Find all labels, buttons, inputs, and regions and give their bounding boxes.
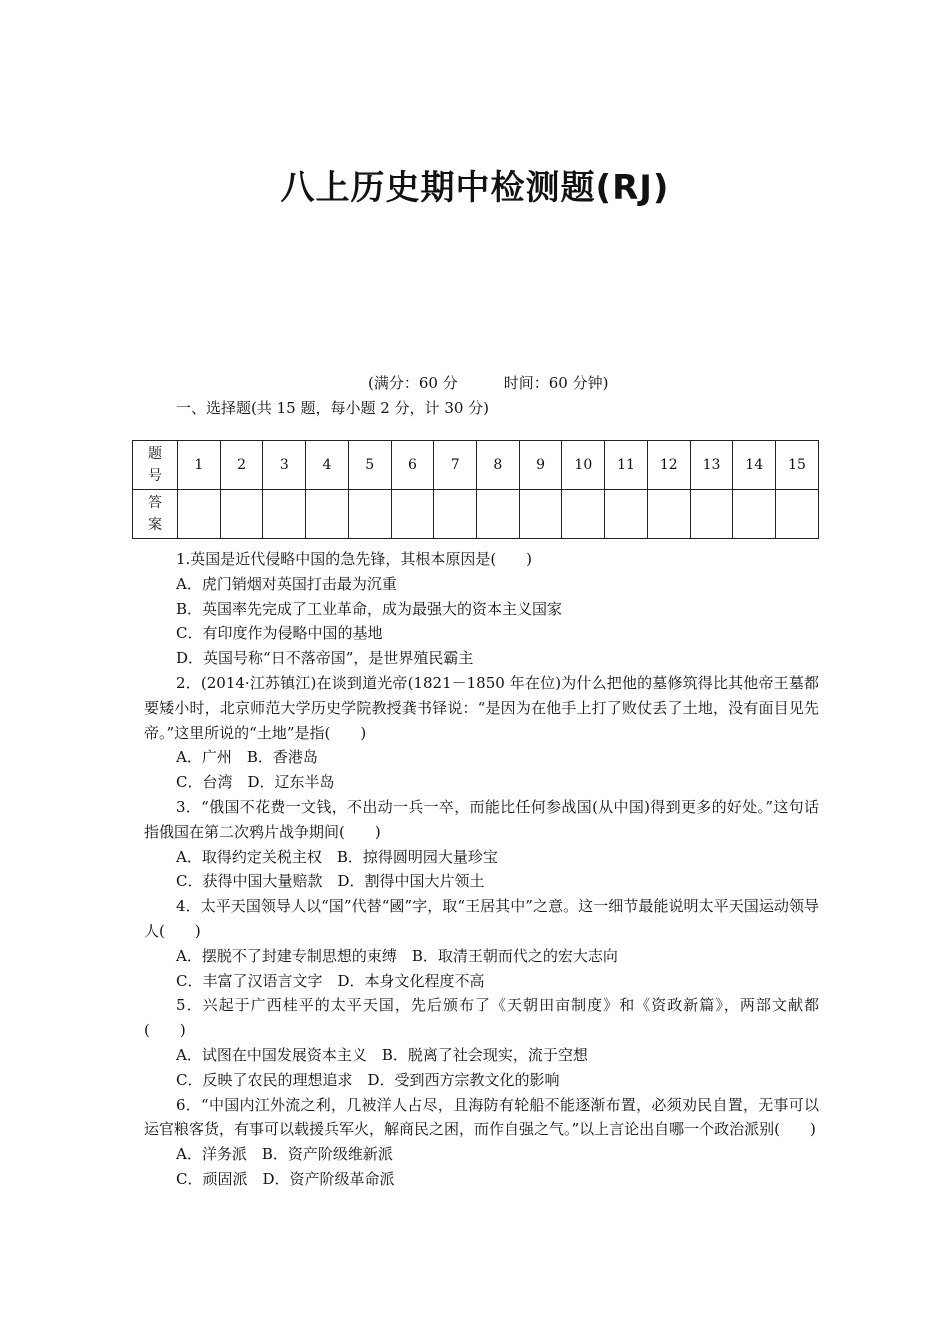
question-stem: 2．(2014·江苏镇江)在谈到道光帝(1821－1850 年在位)为什么把他的墓修筑得比其他帝王墓都要矮小时，北京师范大学历史学院教授龚书铎说：“是因为在他手上打了败仗丢了土地，没有面目见先帝。”这里所说的“土地”是指( )	[144, 673, 819, 742]
answer-cell[interactable]	[776, 490, 819, 539]
answer-cell[interactable]	[690, 490, 733, 539]
option-line: C．反映了农民的理想追求 D．受到西方宗教文化的影响	[176, 1070, 560, 1089]
time-limit: 时间：60 分钟)	[503, 374, 609, 392]
question-number-cell: 3	[263, 441, 306, 490]
answer-cell[interactable]	[178, 490, 221, 539]
question-number-header: 题号	[133, 441, 178, 490]
answer-cell[interactable]	[391, 490, 434, 539]
option-line: A．试图在中国发展资本主义 B．脱离了社会现实，流于空想	[176, 1045, 588, 1064]
option-line: C．有印度作为侵略中国的基地	[176, 624, 383, 643]
answer-cell[interactable]	[477, 490, 520, 539]
answer-table	[132, 440, 819, 539]
answer-cell[interactable]	[733, 490, 776, 539]
option-line: C．获得中国大量赔款 D．割得中国大片领土	[176, 872, 485, 891]
answer-cell[interactable]	[605, 490, 648, 539]
answer-cell[interactable]	[263, 490, 306, 539]
question-number-cell: 4	[306, 441, 349, 490]
question-number-cell: 5	[348, 441, 391, 490]
answer-header: 答案	[133, 490, 178, 539]
exam-meta	[368, 372, 608, 393]
answer-cell[interactable]	[348, 490, 391, 539]
question-stem: 3．“俄国不花费一文钱，不出动一兵一卒，而能比任何参战国(从中国)得到更多的好处。”这句话指俄国在第二次鸦片战争期间( )	[144, 797, 819, 841]
question-number-cell: 12	[647, 441, 690, 490]
option-line: A．洋务派 B．资产阶级维新派	[176, 1145, 393, 1164]
answer-row	[133, 490, 819, 539]
question-stem: 1.英国是近代侵略中国的急先锋，其根本原因是( )	[176, 550, 533, 568]
option-line: A．摆脱不了封建专制思想的束缚 B．取清王朝而代之的宏大志向	[176, 946, 618, 965]
section-heading: 一、选择题(共 15 题，每小题 2 分，计 30 分)	[176, 399, 490, 417]
option-line: A．取得约定关税主权 B．掠得圆明园大量珍宝	[176, 847, 498, 866]
question-stem: 5．兴起于广西桂平的太平天国，先后颁布了《天朝田亩制度》和《资政新篇》，两部文献都( )	[144, 996, 819, 1040]
option-line: C．顽固派 D．资产阶级革命派	[176, 1169, 395, 1188]
question-number-cell: 10	[562, 441, 605, 490]
option-line: C．台湾 D．辽东半岛	[176, 773, 335, 792]
answer-cell[interactable]	[306, 490, 349, 539]
question-number-cell: 8	[477, 441, 520, 490]
question-number-cell: 13	[690, 441, 733, 490]
option-line: A．虎门销烟对英国打击最为沉重	[176, 574, 397, 593]
answer-cell[interactable]	[647, 490, 690, 539]
question-number-cell: 2	[220, 441, 263, 490]
question-number-row	[133, 441, 819, 490]
question-number-cell: 14	[733, 441, 776, 490]
question-number-cell: 9	[519, 441, 562, 490]
question-number-cell: 15	[776, 441, 819, 490]
question-number-cell: 6	[391, 441, 434, 490]
answer-cell[interactable]	[519, 490, 562, 539]
option-line: C．丰富了汉语言文字 D．本身文化程度不高	[176, 971, 485, 990]
option-line: D．英国号称“日不落帝国”，是世界殖民霸主	[176, 649, 474, 668]
answer-cell[interactable]	[434, 490, 477, 539]
answer-cell[interactable]	[220, 490, 263, 539]
question-number-cell: 1	[178, 441, 221, 490]
questions	[144, 547, 819, 1192]
question-stem: 4．太平天国领导人以“国”代替“國”字，取“王居其中”之意。这一细节最能说明太平天国运动领导人( )	[144, 897, 819, 940]
page-title: 八上历史期中检测题(RJ)	[280, 168, 670, 208]
question-number-cell: 11	[605, 441, 648, 490]
answer-cell[interactable]	[562, 490, 605, 539]
full-score: (满分：60 分	[368, 374, 458, 392]
question-number-cell: 7	[434, 441, 477, 490]
question-stem: 6．“中国内江外流之利，几被洋人占尽，且海防有轮船不能逐渐布置，必须劝民自置，无事可以运官粮客货，有事可以载援兵军火，解商民之困，而作自强之气。”以上言论出自哪一个政治派别( )	[144, 1095, 819, 1139]
option-line: A．广州 B．香港岛	[176, 748, 318, 767]
option-line: B．英国率先完成了工业革命，成为最强大的资本主义国家	[176, 599, 563, 618]
